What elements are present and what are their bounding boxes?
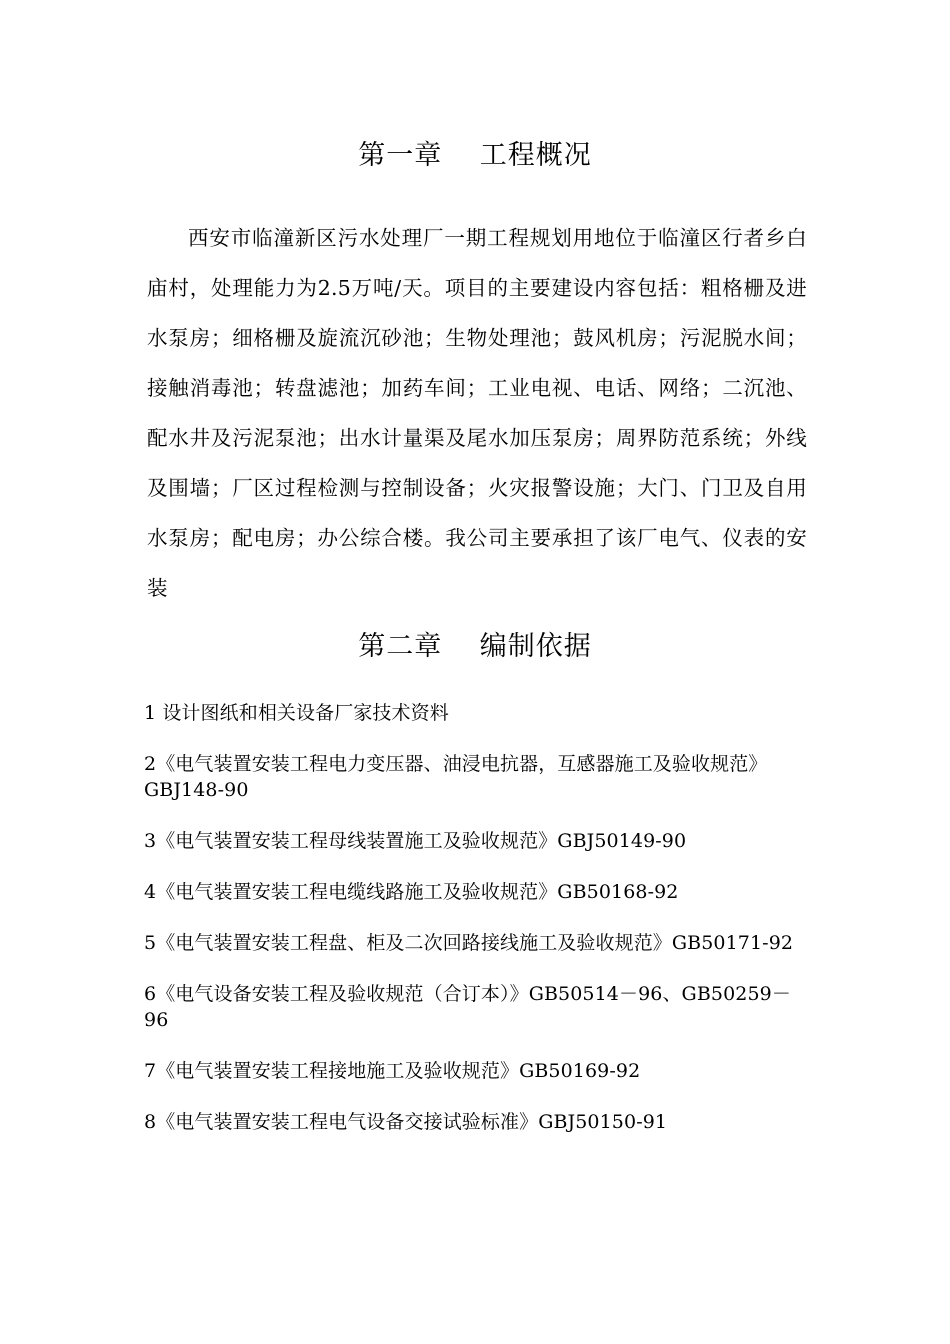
reference-item-5: 5《电气装置安装工程盘、柜及二次回路接线施工及验收规范》GB50171-92	[144, 932, 794, 954]
reference-item-6: 6《电气设备安装工程及验收规范（合订本）》GB50514－96、GB50259－96	[144, 983, 791, 1031]
reference-item-7: 7《电气装置安装工程接地施工及验收规范》GB50169-92	[144, 1060, 641, 1082]
chapter-2-title: 第二章 编制依据	[358, 631, 592, 662]
reference-item-2: 2《电气装置安装工程电力变压器、油浸电抗器，互感器施工及验收规范》GBJ148-90	[144, 753, 768, 801]
chapter-1-paragraph: 西安市临潼新区污水处理厂一期工程规划用地位于临潼区行者乡白庙村，处理能力为2.5万吨/天。项目的主要建设内容包括：粗格栅及进水泵房；细格栅及旋流沉砂池；生物处理池；鼓风机房；污泥脱水间；接触消毒池；转盘滤池；加药车间；工业电视、电话、网络；二沉池、配水井及污泥泵池；出水计量渠及尾水加压泵房；周界防范系统；外线及围墙；厂区过程检测与控制设备；火灾报警设施；大门、门卫及自用水泵房；配电房；办公综合楼。我公司主要承担了该厂电气、仪表的安装	[147, 226, 807, 600]
reference-item-3: 3《电气装置安装工程母线装置施工及验收规范》GBJ50149-90	[144, 830, 687, 852]
reference-item-1: 1 设计图纸和相关设备厂家技术资料	[144, 702, 449, 724]
chapter-1-title: 第一章 工程概况	[358, 140, 592, 171]
reference-item-8: 8《电气装置安装工程电气设备交接试验标准》GBJ50150-91	[144, 1111, 668, 1133]
reference-item-4: 4《电气装置安装工程电缆线路施工及验收规范》GB50168-92	[144, 881, 679, 903]
reference-list	[144, 700, 812, 1160]
